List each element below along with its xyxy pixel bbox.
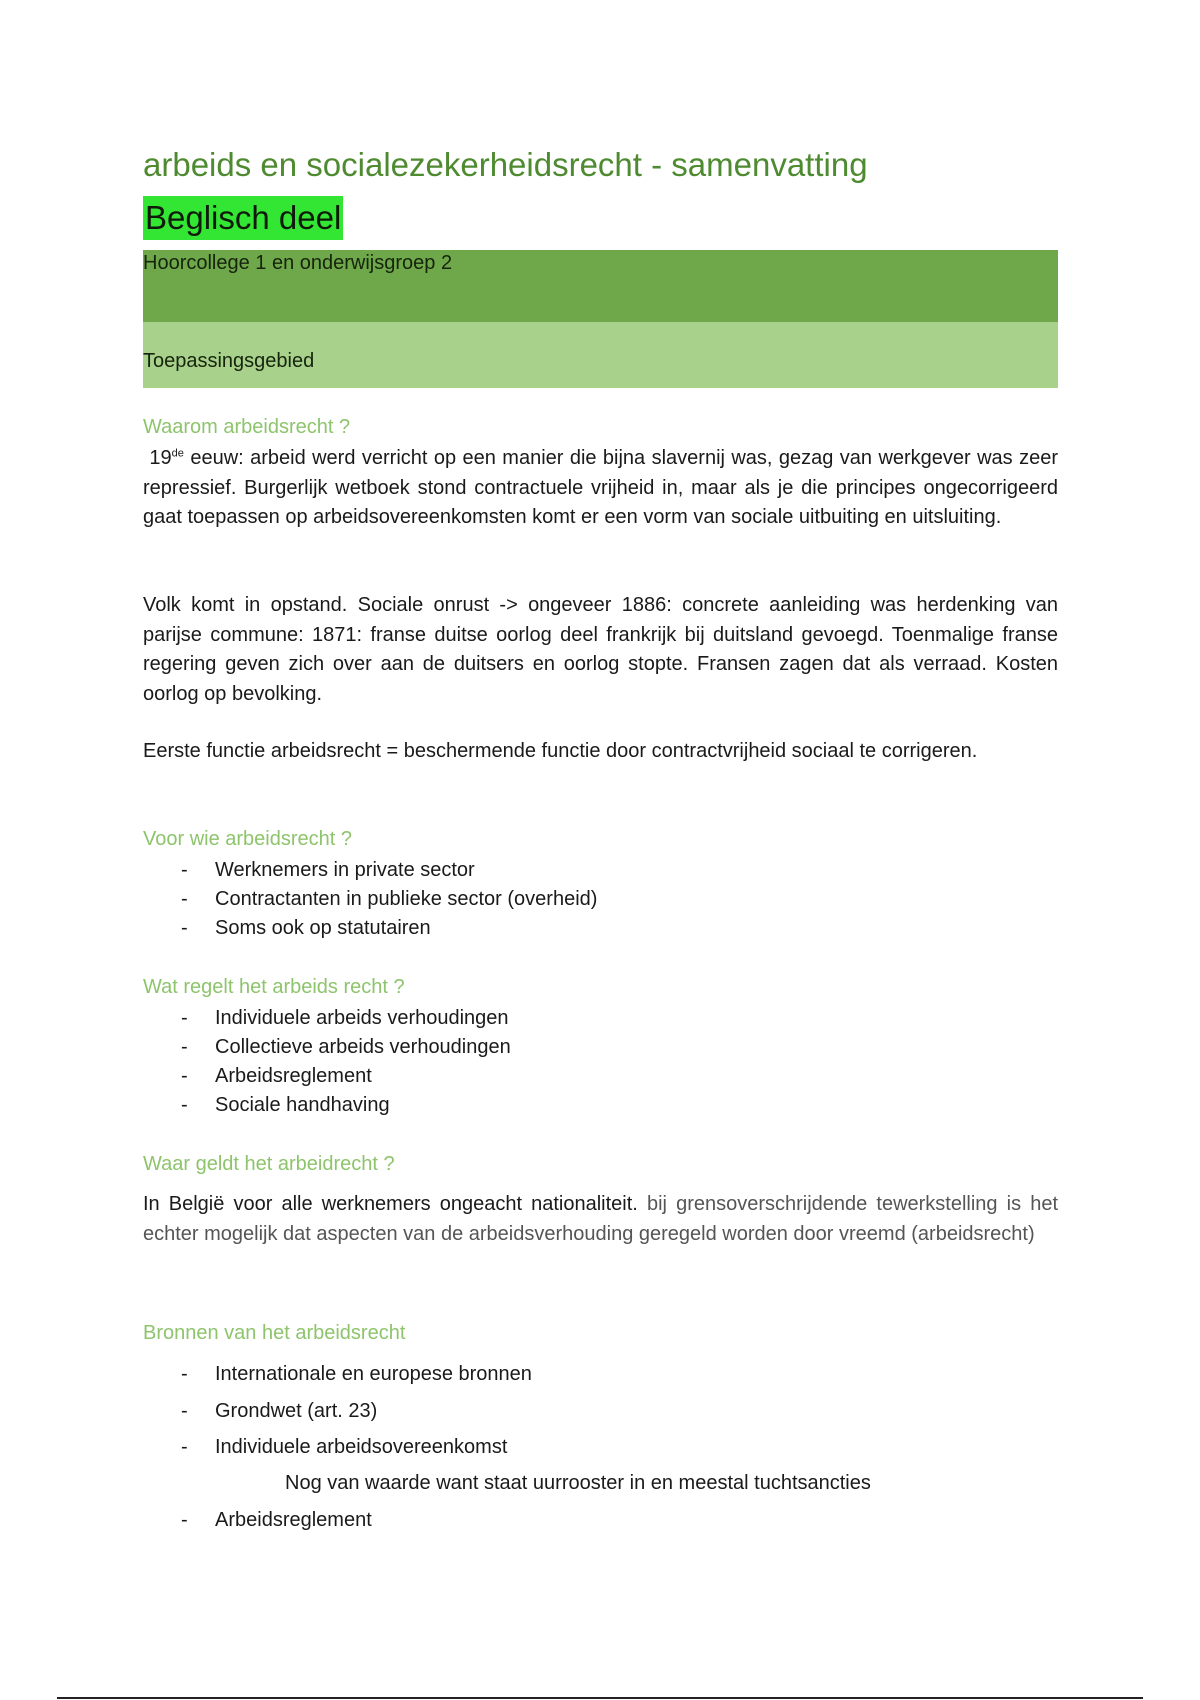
- paragraph-waar-geldt: [143, 1190, 1058, 1249]
- paragraph-waar-geldt-main: In België voor alle werknemers ongeacht nationaliteit.: [143, 1193, 638, 1215]
- dash-bullet: -: [181, 1065, 188, 1087]
- paragraph-waarom-2: [143, 591, 1058, 709]
- paragraph-waarom-3-text: Eerste functie arbeidsrecht = beschermende functie door contractvrijheid sociaal te corrigeren.: [143, 740, 978, 762]
- list-item: - Arbeidsreglement: [143, 1502, 1058, 1539]
- list-item: - Contractanten in publieke sector (overheid): [143, 885, 1058, 914]
- paragraph-waar-geldt-note: bij grensoverschrijdende tewerkstelling is het echter mogelijk dat aspecten van de arbeidsverhouding geregeld worden door vreemd (arbeidsrecht): [143, 1193, 1058, 1245]
- dash-bullet: -: [181, 1399, 188, 1422]
- topic-band: [143, 322, 1058, 388]
- list-bronnen: [143, 1356, 1058, 1466]
- heading-wat-regelt: Wat regelt het arbeids recht ?: [143, 976, 405, 998]
- heading-waarom: Waarom arbeidsrecht ?: [143, 416, 351, 438]
- note-arbeidsovereenkomst: Nog van waarde want staat uurrooster in en meestal tuchtsancties: [285, 1472, 871, 1494]
- list-wat-regelt: [143, 1004, 1058, 1120]
- dash-bullet: -: [181, 1094, 188, 1116]
- list-item: - Soms ook op statutairen: [143, 914, 1058, 943]
- footer-divider: [57, 1697, 1143, 1699]
- topic-label: Toepassingsgebied: [143, 350, 315, 372]
- dash-bullet: -: [181, 1509, 188, 1531]
- dash-bullet: -: [181, 1436, 188, 1458]
- heading-waar-geldt: Waar geldt het arbeidrecht ?: [143, 1153, 395, 1175]
- list-bronnen-continued: [143, 1502, 1058, 1539]
- list-item: - Werknemers in private sector: [143, 856, 1058, 885]
- list-item: - Internationale en europese bronnen: [143, 1356, 1058, 1393]
- paragraph-waarom-1-text: eeuw: arbeid werd verricht op een manier die bijna slavernij was, gezag van werkgever was zeer repressief. Burgerlijk wetboek stond contractuele vrijheid in, maar als je die principes ongecorrigeerd gaat toepassen op arbeidsovereenkomsten komt er een vorm van sociale uitbuiting en uitsluiting.: [143, 447, 1058, 528]
- paragraph-waarom-1: [143, 444, 1058, 533]
- dash-bullet: -: [181, 1007, 188, 1029]
- paragraph-waarom-2-text: Volk komt in opstand. Sociale onrust -> ongeveer 1886: concrete aanleiding was herdenking van parijse commune: 1871: franse duitse oorlog deel frankrijk bij duitsland gevoegd. Toenmalige franse regering geven zich over aan de duitsers en oorlog stopte. Fransen zagen dat als verraad. Kosten oorlog op bevolking.: [143, 594, 1058, 705]
- lecture-band: [143, 250, 1058, 322]
- dash-bullet: -: [181, 1363, 188, 1385]
- list-item: - Grondwet (art. 23): [143, 1393, 1058, 1430]
- dash-bullet: -: [181, 859, 188, 881]
- list-item: - Arbeidsreglement: [143, 1062, 1058, 1091]
- century-suffix: de: [171, 447, 184, 460]
- list-item: - Individuele arbeids verhoudingen: [143, 1004, 1058, 1033]
- part-title-highlighted: Beglisch deel: [143, 196, 343, 240]
- heading-voor-wie: Voor wie arbeidsrecht ?: [143, 828, 353, 850]
- dash-bullet: -: [181, 1036, 188, 1058]
- list-item: - Individuele arbeidsovereenkomst: [143, 1429, 1058, 1466]
- dash-bullet: -: [181, 917, 188, 939]
- list-item: - Collectieve arbeids verhoudingen: [143, 1033, 1058, 1062]
- heading-bronnen: Bronnen van het arbeidsrecht: [143, 1322, 406, 1344]
- century-number: 19: [149, 447, 172, 469]
- dash-bullet: -: [181, 888, 188, 910]
- lecture-label: Hoorcollege 1 en onderwijsgroep 2: [143, 252, 453, 274]
- paragraph-waarom-3: [143, 737, 1058, 767]
- document-title: arbeids en socialezekerheidsrecht - samenvatting: [143, 146, 868, 183]
- list-voor-wie: [143, 856, 1058, 943]
- list-item: - Sociale handhaving: [143, 1091, 1058, 1120]
